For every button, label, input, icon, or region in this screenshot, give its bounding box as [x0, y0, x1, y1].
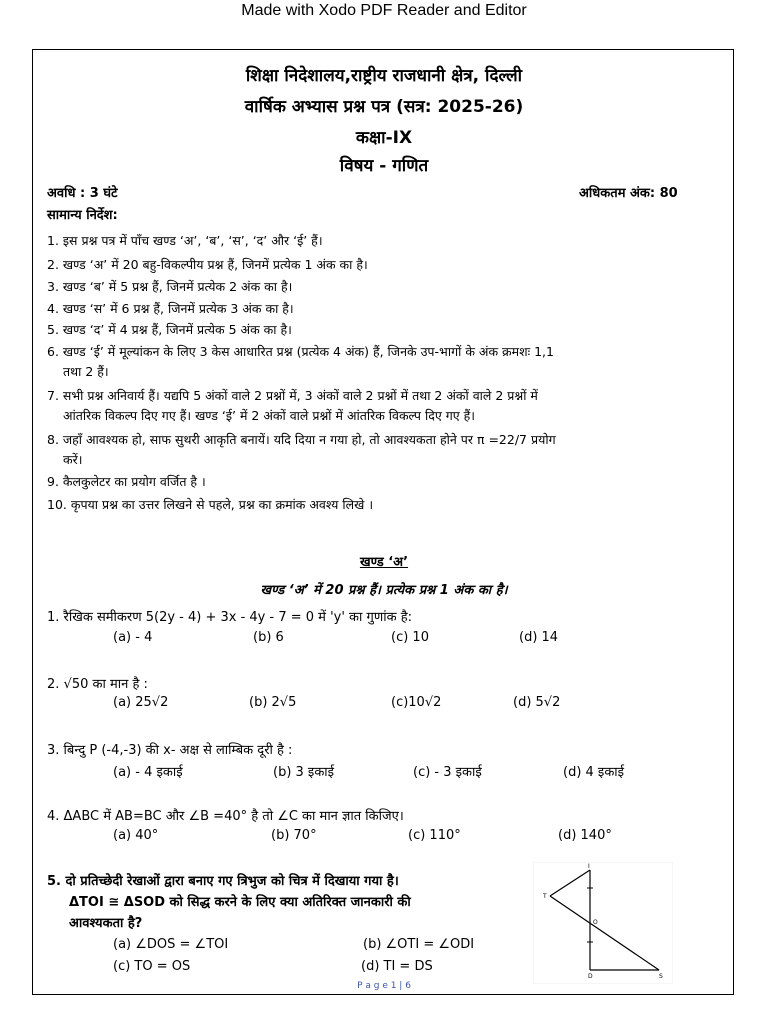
instruction-item: 9. कैलकुलेटर का प्रयोग वर्जित है ।	[47, 474, 206, 489]
question-4-text: 4. ΔABC में AB=BC और ∠B =40° है तो ∠C का मान ज्ञात किजिए।	[47, 809, 404, 824]
question-3-text: 3. बिन्दु P (-4,-3) की x- अक्ष से लाम्बिक दूरी है :	[47, 743, 293, 758]
question-5-text-line: आवश्यकता है?	[69, 916, 143, 931]
triangle-figure	[533, 862, 673, 984]
duration-label: अवधि : 3 घंटे	[47, 186, 118, 201]
instruction-item-continued: तथा 2 हैं।	[63, 364, 109, 379]
section-title: खण्ड ‘अ’	[359, 555, 409, 570]
question-5-text-line: 5. दो प्रतिच्छेदी रेखाओं द्वारा बनाए गए त्रिभुज को चित्र में दिखाया गया है।	[47, 874, 399, 889]
question-4-option-a: (a) 40°	[113, 828, 159, 843]
question-5-text-line: ΔTOI ≅ ΔSOD को सिद्ध करने के लिए क्या अतिरिक्त जानकारी की	[69, 895, 411, 910]
question-2-text: 2. √50 का मान है :	[47, 677, 148, 692]
instruction-item: 10. कृपया प्रश्न का उत्तर लिखने से पहले, प्रश्न का क्रमांक अवश्य लिखे ।	[47, 497, 374, 512]
instruction-item: 4. खण्ड ‘स’ में 6 प्रश्न हैं, जिनमें प्रत्येक 3 अंक का है।	[47, 301, 294, 316]
instruction-item: 8. जहाँ आवश्यक हो, साफ सुथरी आकृति बनायें। यदि दिया न गया हो, तो आवश्यकता होने पर π =22/7 प्रयोग	[47, 432, 556, 447]
question-2-option-d: (d) 5√2	[513, 695, 561, 710]
question-4-option-b: (b) 70°	[271, 828, 317, 843]
question-2-option-a: (a) 25√2	[113, 695, 169, 710]
instruction-item: 3. खण्ड ‘ब’ में 5 प्रश्न हैं, जिनमें प्रत्येक 2 अंक का है।	[47, 279, 293, 294]
instruction-item-continued: आंतरिक विकल्प दिए गए हैं। खण्ड ‘ई’ में 2 अंकों वाले प्रश्नों में आंतरिक विकल्प दिए गए हैं।	[63, 408, 476, 423]
label-i: I	[588, 863, 590, 870]
question-5-option-a: (a) ∠DOS = ∠TOI	[113, 937, 229, 952]
instruction-item: 1. इस प्रश्न पत्र में पाँच खण्ड ‘अ’, ‘ब’, ‘स’, ‘द’ और ‘ई’ हैं।	[47, 233, 323, 248]
instruction-item: 7. सभी प्रश्न अनिवार्य हैं। यद्यपि 5 अंकों वाले 2 प्रश्नों में, 3 अंकों वाले 2 प्रश्नों में तथा 2 अंकों वाले 2 प्रश्नों में	[47, 388, 538, 403]
exam-page	[32, 49, 734, 995]
section-subtitle: खण्ड ‘अ’ में 20 प्रश्न हैं। प्रत्येक प्रश्न 1 अंक का है।	[260, 583, 508, 598]
label-o: O	[593, 919, 598, 926]
question-5-option-b: (b) ∠OTI = ∠ODI	[363, 937, 475, 952]
question-2-option-c: (c)10√2	[391, 695, 442, 710]
label-t: T	[543, 893, 547, 900]
question-1-option-d: (d) 14	[519, 630, 559, 645]
question-3-option-b: (b) 3 इकाई	[273, 765, 335, 780]
general-instructions-title: सामान्य निर्देश:	[47, 208, 118, 223]
label-d: D	[588, 973, 593, 980]
question-4-option-d: (d) 140°	[558, 828, 612, 843]
question-3-option-c: (c) - 3 इकाई	[413, 765, 482, 780]
question-1-option-a: (a) - 4	[113, 630, 153, 645]
question-1-option-b: (b) 6	[253, 630, 284, 645]
question-4-option-c: (c) 110°	[408, 828, 461, 843]
label-s: S	[659, 973, 663, 980]
app-banner: Made with Xodo PDF Reader and Editor	[241, 2, 527, 19]
question-3-option-d: (d) 4 इकाई	[563, 765, 625, 780]
instruction-item: 6. खण्ड ‘ई’ में मूल्यांकन के लिए 3 केस आधारित प्रश्न (प्रत्येक 4 अंक) हैं, जिनके उप-भागों के अंक क्रमशः 1,1	[47, 344, 554, 359]
question-3-option-a: (a) - 4 इकाई	[113, 765, 183, 780]
header-subject: विषय - गणित	[339, 156, 429, 176]
instruction-item: 5. खण्ड ‘द’ में 4 प्रश्न हैं, जिनमें प्रत्येक 5 अंक का है।	[47, 322, 292, 337]
page-number: P a g e 1 | 6	[357, 981, 411, 991]
header-directorate: शिक्षा निदेशालय,राष्ट्रीय राजधानी क्षेत्र, दिल्ली	[245, 66, 523, 86]
header-class: कक्षा-IX	[355, 128, 413, 148]
question-2-option-b: (b) 2√5	[249, 695, 297, 710]
header-exam-title: वार्षिक अभ्यास प्रश्न पत्र (सत्र: 2025-26)	[244, 97, 524, 117]
question-5-option-c: (c) TO = OS	[113, 959, 191, 974]
instruction-item: 2. खण्ड ‘अ’ में 20 बहु-विकल्पीय प्रश्न हैं, जिनमें प्रत्येक 1 अंक का है।	[47, 257, 368, 272]
instruction-item-continued: करें।	[63, 452, 83, 467]
question-1-option-c: (c) 10	[391, 630, 429, 645]
question-5-option-d: (d) TI = DS	[361, 959, 433, 974]
max-marks-label: अधिकतम अंक: 80	[579, 186, 678, 201]
question-1-text: 1. रैखिक समीकरण 5(2y - 4) + 3x - 4y - 7 = 0 में 'y' का गुणांक है:	[47, 610, 413, 625]
